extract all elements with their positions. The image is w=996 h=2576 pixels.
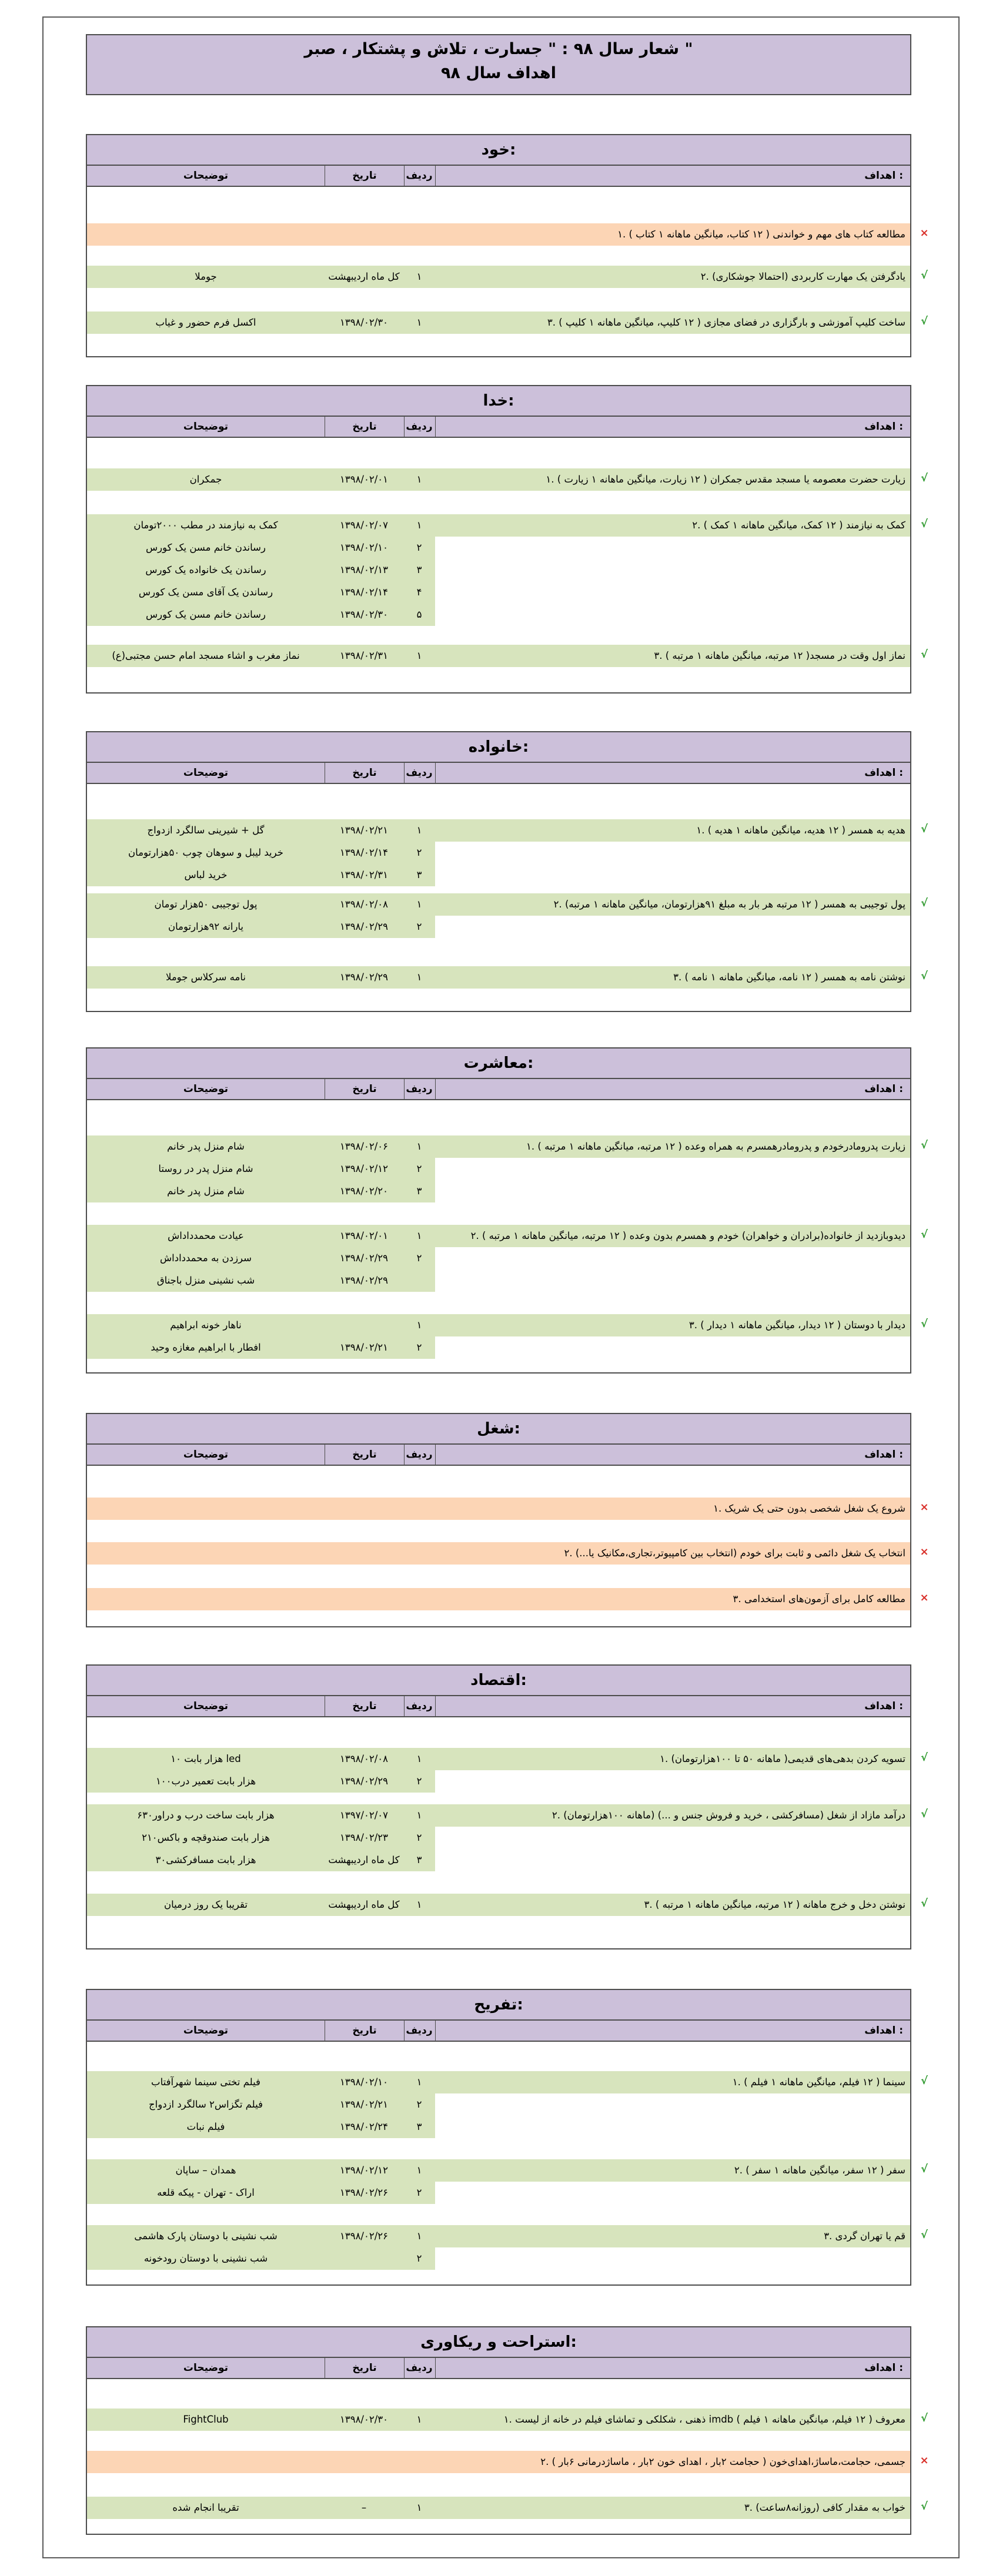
- row-date: ۱۳۹۸/۰۲/۲۹: [325, 916, 403, 938]
- row-description: شب نشینی با دوستان رودخونه: [87, 2247, 325, 2270]
- column-description: توضیحات: [183, 2025, 229, 2036]
- goal-text: ۳. نوشتن نامه به همسر ( ۱۲ نامه، میانگین ماهانه ۱ نامه ): [435, 966, 910, 989]
- goal-text: ۳. دیدار با دوستان ( ۱۲ دیدار، میانگین ماهانه ۱ دیدار ): [435, 1314, 910, 1336]
- column-row: ردیف: [403, 1079, 436, 1099]
- row-date: ۱۳۹۸/۰۲/۰۷: [325, 514, 403, 537]
- section-title: خود:: [87, 135, 910, 166]
- column-date: تاریخ: [325, 2021, 405, 2041]
- row-description: کمک به نیازمند در مطب ۲۰۰۰تومان: [87, 514, 325, 537]
- goal-text: ۲. پول توجیبی به همسر ( ۱۲ مرتبه هر بار به مبلغ ۹۱هزارتومان، میانگین ماهانه ۱ مرتبه): [435, 893, 910, 916]
- row-number: ۱: [403, 893, 435, 916]
- check-icon: √: [920, 2412, 928, 2424]
- goal-text: ۲. جسمی، حجامت،ماساژ،اهدای‌خون ( حجامت ۲بار ، اهدای خون ۲بار ، ماساژدرمانی ۶بار ): [87, 2451, 910, 2473]
- check-icon: √: [920, 823, 928, 835]
- column-row: ردیف: [403, 1445, 436, 1465]
- column-header: [87, 2021, 910, 2042]
- goal-section: [86, 1047, 911, 1374]
- row-number: ۲: [403, 1770, 435, 1793]
- goal-text: ۳. نوشتن دخل و خرج ماهانه ( ۱۲ مرتبه، میانگین ماهانه ۱ مرتبه ): [435, 1894, 910, 1916]
- row-number: ۱: [403, 966, 435, 989]
- row-date: کل ماه اردیبهشت: [325, 1849, 403, 1871]
- cross-icon: ×: [920, 1592, 929, 1604]
- cross-icon: ×: [920, 1501, 929, 1513]
- table-row: [87, 1770, 910, 1793]
- table-row: [87, 2497, 910, 2519]
- table-row: [87, 1498, 910, 1520]
- table-row: [87, 1827, 910, 1849]
- row-date: ۱۳۹۸/۰۲/۲۹: [325, 1770, 403, 1793]
- goal-text: ۱. زیارت پدرومادرخودم و پدرومادرهمسرم به همراه وعده ( ۱۲ مرتبه، میانگین ماهانه ۱ مرتبه ): [435, 1135, 910, 1158]
- row-date: ۱۳۹۸/۰۲/۲۹: [325, 1269, 403, 1292]
- goal-text: ۱. ذهنی ، شکلکی و تماشای فیلم در خانه از لیست imdb معروف ( ۱۲ فیلم، میانگین ماهانه ۱ فیلم ): [435, 2408, 910, 2431]
- column-description: توضیحات: [183, 1700, 229, 1712]
- table-row: [87, 2093, 910, 2116]
- column-header: [87, 1079, 910, 1100]
- table-row: [87, 514, 910, 537]
- row-number: ۱: [403, 645, 435, 667]
- row-number: ۳: [403, 864, 435, 886]
- goal-text: ۲. سفر ( ۱۲ سفر، میانگین ماهانه ۱ سفر ): [435, 2159, 910, 2182]
- check-icon: √: [920, 2500, 928, 2513]
- row-date: ۱۳۹۷/۰۲/۰۷: [325, 1804, 403, 1827]
- column-date: تاریخ: [325, 417, 405, 437]
- table-row: [87, 1542, 910, 1565]
- goal-text: ۱. تسویه کردن بدهی‌های قدیمی( ماهانه ۵۰ تا ۱۰۰هزارتومان): [435, 1748, 910, 1770]
- column-description: توضیحات: [183, 767, 229, 779]
- table-row: [87, 559, 910, 581]
- column-date: تاریخ: [325, 166, 405, 186]
- row-description: نامه سرکلاس جوملا: [87, 966, 325, 989]
- row-date: کل ماه اردیبهشت: [325, 1894, 403, 1916]
- column-header: [87, 166, 910, 187]
- check-icon: √: [920, 1751, 928, 1764]
- row-date: ۱۳۹۸/۰۲/۲۹: [325, 966, 403, 989]
- table-row: [87, 1804, 910, 1827]
- check-icon: √: [920, 2163, 928, 2175]
- row-date: [325, 2247, 403, 2270]
- row-date: ۱۳۹۸/۰۲/۲۱: [325, 2093, 403, 2116]
- column-header: [87, 1445, 910, 1466]
- row-date: ۱۳۹۸/۰۲/۲۱: [325, 819, 403, 842]
- row-description: ۲۱۰هزار بابت صندوقچه و باکس: [87, 1827, 325, 1849]
- column-header: [87, 417, 910, 438]
- row-number: ۱: [403, 2497, 435, 2519]
- column-row: ردیف: [403, 1696, 436, 1716]
- row-description: گل + شیرینی سالگرد ازدواج: [87, 819, 325, 842]
- row-number: ۲: [403, 2247, 435, 2270]
- row-date: ۱۳۹۸/۰۲/۲۹: [325, 1247, 403, 1269]
- row-description: ناهار خونه ابراهیم: [87, 1314, 325, 1336]
- check-icon: √: [920, 1897, 928, 1910]
- row-number: ۵: [403, 604, 435, 626]
- table-row: [87, 1849, 910, 1871]
- row-number: ۱: [403, 1225, 435, 1247]
- goal-section: [86, 134, 911, 357]
- row-date: ۱۳۹۸/۰۲/۳۰: [325, 604, 403, 626]
- table-row: [87, 2225, 910, 2247]
- row-date: [325, 1314, 403, 1336]
- row-description: ۶۳۰هزار بابت ساخت درب و دراور: [87, 1804, 325, 1827]
- row-date: ۱۳۹۸/۰۲/۰۸: [325, 1748, 403, 1770]
- column-goals: اهداف :: [864, 170, 903, 182]
- row-description: جمکران: [87, 468, 325, 491]
- row-number: [403, 1269, 435, 1292]
- table-row: [87, 842, 910, 864]
- row-number: ۲: [403, 2182, 435, 2204]
- table-row: [87, 2182, 910, 2204]
- row-number: ۱: [403, 514, 435, 537]
- row-number: ۱: [403, 1314, 435, 1336]
- row-number: ۳: [403, 559, 435, 581]
- row-date: ۱۳۹۸/۰۲/۲۱: [325, 1336, 403, 1359]
- goal-section: [86, 2326, 911, 2535]
- row-date: ۱۳۹۸/۰۲/۱۲: [325, 2159, 403, 2182]
- column-date: تاریخ: [325, 763, 405, 783]
- table-row: [87, 819, 910, 842]
- row-number: ۲: [403, 1336, 435, 1359]
- goal-text: ۳. خواب به مقدار کافی (روزانه۸ساعت): [435, 2497, 910, 2519]
- check-icon: √: [920, 2229, 928, 2241]
- check-icon: √: [920, 2075, 928, 2087]
- cross-icon: ×: [920, 227, 929, 239]
- column-header: [87, 1696, 910, 1717]
- goal-text: ۲. درآمد مازاد از شغل (مسافرکشی ، خرید و فروش جنس و ...) (ماهانه ۱۰۰هزارتومان): [435, 1804, 910, 1827]
- row-date: ۱۳۹۸/۰۲/۱۰: [325, 537, 403, 559]
- table-row: [87, 1135, 910, 1158]
- row-date: ۱۳۹۸/۰۲/۳۱: [325, 645, 403, 667]
- check-icon: √: [920, 648, 928, 661]
- table-row: [87, 1748, 910, 1770]
- row-description: شام منزل پدر در روستا: [87, 1158, 325, 1180]
- section-title: خدا:: [87, 386, 910, 417]
- row-description: فیلم تگزاس۲ سالگرد ازدواج: [87, 2093, 325, 2116]
- row-number: ۲: [403, 2093, 435, 2116]
- column-date: تاریخ: [325, 2358, 405, 2378]
- column-description: توضیحات: [183, 2362, 229, 2374]
- row-description: اراک - تهران - پیکه قلعه: [87, 2182, 325, 2204]
- row-description: ۱۰ هزار بابت led: [87, 1748, 325, 1770]
- table-row: [87, 2116, 910, 2138]
- table-row: [87, 966, 910, 989]
- goal-text: ۲. یادگرفتن یک مهارت کاربردی (احتمالا جوشکاری): [435, 266, 910, 288]
- row-description: ۳۰هزار بابت مسافرکشی: [87, 1849, 325, 1871]
- row-description: شب نشینی منزل باجناق: [87, 1269, 325, 1292]
- row-description: تقریبا انجام شده: [87, 2497, 325, 2519]
- table-row: [87, 864, 910, 886]
- column-goals: اهداف :: [864, 1700, 903, 1712]
- row-description: شام منزل پدر خانم: [87, 1135, 325, 1158]
- column-row: ردیف: [403, 763, 436, 783]
- table-row: [87, 1314, 910, 1336]
- check-icon: √: [920, 970, 928, 982]
- column-goals: اهداف :: [864, 1449, 903, 1460]
- row-number: ۱: [403, 1135, 435, 1158]
- row-description: همدان – ساپان: [87, 2159, 325, 2182]
- table-row: [87, 1225, 910, 1247]
- page-header: [86, 34, 911, 95]
- goal-text: ۳. مطالعه کامل برای آزمون‌های استخدامی: [87, 1588, 910, 1610]
- goal-text: ۳. قم یا تهران گردی: [435, 2225, 910, 2247]
- check-icon: √: [920, 518, 928, 530]
- row-number: ۲: [403, 1827, 435, 1849]
- column-date: تاریخ: [325, 1696, 405, 1716]
- goal-section: [86, 1664, 911, 1949]
- table-row: [87, 1336, 910, 1359]
- row-description: جوملا: [87, 266, 325, 288]
- row-description: خرید لباس: [87, 864, 325, 886]
- column-description: توضیحات: [183, 1449, 229, 1460]
- row-number: ۱: [403, 1748, 435, 1770]
- row-description: FightClub: [87, 2408, 325, 2431]
- check-icon: √: [920, 315, 928, 327]
- row-number: ۲: [403, 916, 435, 938]
- row-number: ۱: [403, 2071, 435, 2093]
- column-goals: اهداف :: [864, 1083, 903, 1095]
- row-date: کل ماه اردیبهشت: [325, 266, 403, 288]
- table-row: [87, 311, 910, 334]
- row-date: ۱۳۹۸/۰۲/۱۳: [325, 559, 403, 581]
- row-date: ۱۳۹۸/۰۲/۱۰: [325, 2071, 403, 2093]
- row-description: خرید لیبل و سوهان چوب ۵۰هزارتومان: [87, 842, 325, 864]
- row-number: ۱: [403, 266, 435, 288]
- check-icon: √: [920, 1139, 928, 1151]
- row-number: ۳: [403, 2116, 435, 2138]
- table-row: [87, 916, 910, 938]
- column-header: [87, 2358, 910, 2379]
- row-description: رساندن یک آقای مسن یک کورس: [87, 581, 325, 604]
- row-number: ۳: [403, 1180, 435, 1202]
- column-row: ردیف: [403, 2358, 436, 2378]
- row-number: ۱: [403, 2408, 435, 2431]
- column-description: توضیحات: [183, 1083, 229, 1095]
- table-row: [87, 1588, 910, 1610]
- row-description: رساندن خانم مسن یک کورس: [87, 537, 325, 559]
- row-number: ۱: [403, 1894, 435, 1916]
- column-row: ردیف: [403, 2021, 436, 2041]
- column-goals: اهداف :: [864, 2362, 903, 2374]
- column-description: توضیحات: [183, 170, 229, 182]
- column-description: توضیحات: [183, 421, 229, 433]
- row-date: ۱۳۹۸/۰۲/۱۴: [325, 581, 403, 604]
- goal-text: ۱. زیارت حضرت معصومه یا مسجد مقدس جمکران ( ۱۲ زیارت، میانگین ماهانه ۱ زیارت ): [435, 468, 910, 491]
- row-number: ۱: [403, 1804, 435, 1827]
- row-description: پول توجیبی ۵۰هزار تومان: [87, 893, 325, 916]
- row-number: ۱: [403, 2159, 435, 2182]
- check-icon: √: [920, 897, 928, 909]
- section-title: شغل:: [87, 1414, 910, 1445]
- row-description: تقریبا یک روز درمیان: [87, 1894, 325, 1916]
- row-date: ۱۳۹۸/۰۲/۰۱: [325, 468, 403, 491]
- goal-text: ۱. سینما ( ۱۲ فیلم، میانگین ماهانه ۱ فیلم ): [435, 2071, 910, 2093]
- row-description: سرزدن به محمدداداش: [87, 1247, 325, 1269]
- column-goals: اهداف :: [864, 767, 903, 779]
- column-row: ردیف: [403, 417, 436, 437]
- goal-text: ۳. ساخت کلیپ آموزشی و بارگزاری در فضای مجازی ( ۱۲ کلیپ، میانگین ماهانه ۱ کلیپ ): [435, 311, 910, 334]
- cross-icon: ×: [920, 2454, 929, 2467]
- table-row: [87, 266, 910, 288]
- table-row: [87, 1894, 910, 1916]
- row-number: ۲: [403, 1247, 435, 1269]
- row-description: رساندن خانم مسن یک کورس: [87, 604, 325, 626]
- table-row: [87, 468, 910, 491]
- table-row: [87, 2071, 910, 2093]
- goal-section: [86, 1989, 911, 2286]
- row-number: ۱: [403, 819, 435, 842]
- table-row: [87, 581, 910, 604]
- column-header: [87, 763, 910, 784]
- cross-icon: ×: [920, 1546, 929, 1558]
- table-row: [87, 893, 910, 916]
- check-icon: √: [920, 472, 928, 484]
- table-row: [87, 645, 910, 667]
- table-row: [87, 2408, 910, 2431]
- column-date: تاریخ: [325, 1445, 405, 1465]
- table-row: [87, 537, 910, 559]
- section-title: اقتصاد:: [87, 1666, 910, 1696]
- goal-text: ۱. هدیه به همسر ( ۱۲ هدیه، میانگین ماهانه ۱ هدیه ): [435, 819, 910, 842]
- row-date: –: [325, 2497, 403, 2519]
- row-number: ۱: [403, 468, 435, 491]
- row-date: ۱۳۹۸/۰۲/۲۳: [325, 1827, 403, 1849]
- row-number: ۲: [403, 537, 435, 559]
- row-date: ۱۳۹۸/۰۲/۲۶: [325, 2182, 403, 2204]
- row-date: ۱۳۹۸/۰۲/۳۱: [325, 864, 403, 886]
- table-row: [87, 2247, 910, 2270]
- check-icon: √: [920, 1228, 928, 1241]
- table-row: [87, 1158, 910, 1180]
- row-description: رساندن یک خانواده یک کورس: [87, 559, 325, 581]
- row-description: شب نشینی با دوستان پارک هاشمی: [87, 2225, 325, 2247]
- table-row: [87, 2159, 910, 2182]
- goal-section: [86, 385, 911, 694]
- row-description: فیلم نبات: [87, 2116, 325, 2138]
- row-date: ۱۳۹۸/۰۲/۳۰: [325, 2408, 403, 2431]
- goal-text: ۲. کمک به نیازمند ( ۱۲ کمک، میانگین ماهانه ۱ کمک ): [435, 514, 910, 537]
- goal-text: ۱. مطالعه کتاب های مهم و خواندنی ( ۱۲ کتاب، میانگین ماهانه ۱ کتاب ): [87, 223, 910, 246]
- row-date: ۱۳۹۸/۰۲/۲۶: [325, 2225, 403, 2247]
- row-description: ۱۰۰هزار بابت تعمیر درب: [87, 1770, 325, 1793]
- table-row: [87, 2451, 910, 2473]
- row-date: ۱۳۹۸/۰۲/۰۶: [325, 1135, 403, 1158]
- row-number: ۲: [403, 842, 435, 864]
- column-date: تاریخ: [325, 1079, 405, 1099]
- goal-section: [86, 1413, 911, 1627]
- goal-text: ۲. دیدوبازدید از خانواده(برادران و خواهران) خودم و همسرم بدون وعده ( ۱۲ مرتبه، میانگین ماهانه ۱ مرتبه ): [435, 1225, 910, 1247]
- row-date: ۱۳۹۸/۰۲/۱۲: [325, 1158, 403, 1180]
- table-row: [87, 1269, 910, 1292]
- check-icon: √: [920, 1808, 928, 1820]
- section-title: معاشرت:: [87, 1049, 910, 1079]
- section-title: خانواده:: [87, 732, 910, 763]
- goal-text: ۲. انتخاب یک شغل دائمی و ثابت برای خودم (انتخاب بین کامپیوتر،تجاری،مکانیک یا...): [87, 1542, 910, 1565]
- check-icon: √: [920, 1318, 928, 1330]
- row-number: ۴: [403, 581, 435, 604]
- row-date: ۱۳۹۸/۰۲/۰۱: [325, 1225, 403, 1247]
- column-row: ردیف: [403, 166, 436, 186]
- table-row: [87, 1247, 910, 1269]
- column-goals: اهداف :: [864, 2025, 903, 2036]
- row-description: یارانه ۹۲هزارتومان: [87, 916, 325, 938]
- row-description: افطار با ابراهیم مغازه وحید: [87, 1336, 325, 1359]
- row-number: ۲: [403, 1158, 435, 1180]
- row-date: ۱۳۹۸/۰۲/۲۰: [325, 1180, 403, 1202]
- table-row: [87, 223, 910, 246]
- slogan: شعار سال ۹۸ : " جسارت ، تلاش و پشتکار ، صبر ": [304, 40, 693, 58]
- goal-text: ۳. نماز اول وقت در مسجد( ۱۲ مرتبه، میانگین ماهانه ۱ مرتبه ): [435, 645, 910, 667]
- check-icon: √: [920, 269, 928, 282]
- row-date: ۱۳۹۸/۰۲/۰۸: [325, 893, 403, 916]
- page-subtitle: اهداف سال ۹۸: [440, 64, 557, 82]
- goal-text: ۱. شروع یک شغل شخصی بدون حتی یک شریک: [87, 1498, 910, 1520]
- row-number: ۳: [403, 1849, 435, 1871]
- row-description: نماز مغرب و اشاء مسجد امام حسن مجتبی(ع): [87, 645, 325, 667]
- row-number: ۱: [403, 311, 435, 334]
- table-row: [87, 604, 910, 626]
- row-date: ۱۳۹۸/۰۲/۲۴: [325, 2116, 403, 2138]
- goal-section: [86, 731, 911, 1012]
- table-row: [87, 1180, 910, 1202]
- row-description: اکسل فرم حضور و غیاب: [87, 311, 325, 334]
- row-description: عیادت محمدداداش: [87, 1225, 325, 1247]
- row-description: شام منزل پدر خانم: [87, 1180, 325, 1202]
- row-description: فیلم تختی سینما شهرآفتاب: [87, 2071, 325, 2093]
- section-title: استراحت و ریکاوری:: [87, 2327, 910, 2358]
- section-title: تفریح:: [87, 1990, 910, 2021]
- row-date: ۱۳۹۸/۰۲/۳۰: [325, 311, 403, 334]
- row-date: ۱۳۹۸/۰۲/۱۴: [325, 842, 403, 864]
- column-goals: اهداف :: [864, 421, 903, 433]
- row-number: ۱: [403, 2225, 435, 2247]
